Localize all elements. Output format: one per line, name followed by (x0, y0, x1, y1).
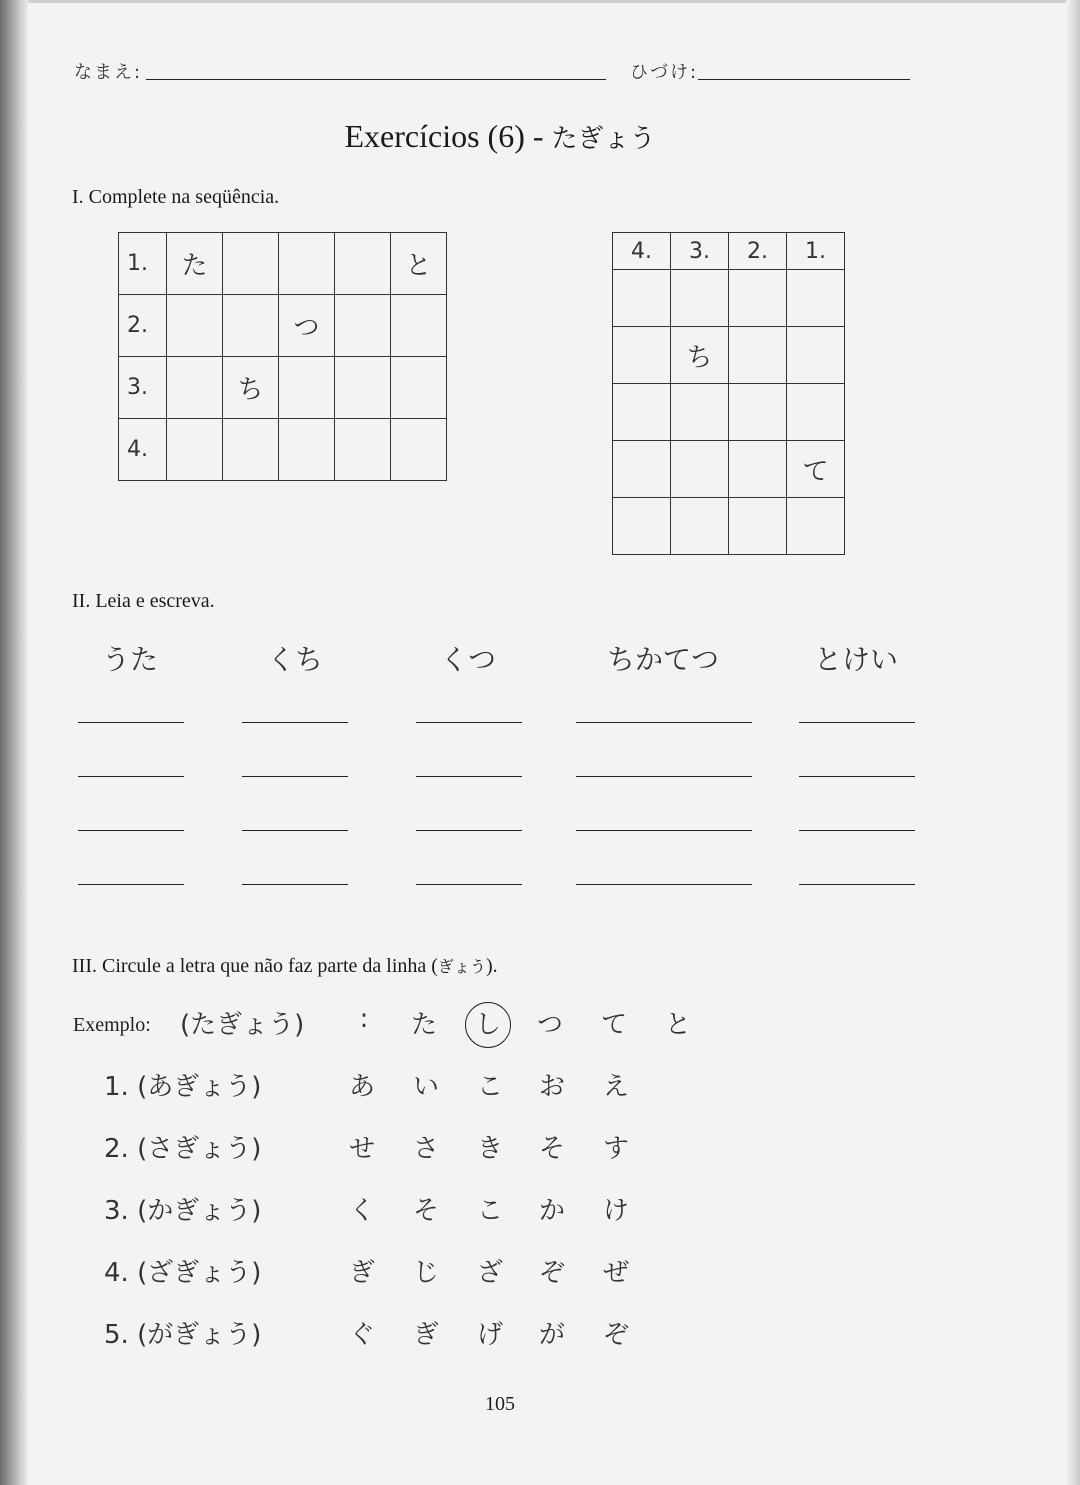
right-grid-column-number: 1. (787, 233, 845, 270)
left-grid-cell[interactable] (279, 419, 335, 481)
date-label: ひづけ: (630, 62, 699, 83)
right-grid-cell[interactable] (787, 327, 845, 384)
kana-option[interactable]: く (348, 1196, 375, 1226)
writing-line[interactable] (576, 830, 752, 831)
exercise-row-label: 1. (あぎょう) (104, 1072, 262, 1102)
kana-option[interactable]: さ (412, 1134, 439, 1164)
kana-option[interactable]: す (602, 1134, 629, 1164)
kana-option[interactable]: え (602, 1072, 629, 1102)
practice-word: ちかてつ (606, 643, 719, 676)
right-grid-row (613, 327, 845, 384)
right-grid-column-number: 2. (729, 233, 787, 270)
right-grid-cell[interactable] (729, 441, 787, 498)
kana-option[interactable]: こ (476, 1196, 503, 1226)
left-grid-cell[interactable] (335, 419, 391, 481)
left-grid-cell[interactable] (391, 357, 447, 419)
left-grid-cell[interactable] (223, 419, 279, 481)
writing-line[interactable] (242, 722, 348, 723)
left-grid-cell[interactable] (167, 419, 223, 481)
right-grid-cell[interactable] (613, 327, 671, 384)
example-row (0, 1004, 1000, 1044)
kana-option[interactable]: ぎ (348, 1258, 375, 1288)
writing-line[interactable] (78, 722, 184, 723)
right-grid-cell[interactable] (613, 384, 671, 441)
kana-option[interactable]: つ (536, 1010, 563, 1040)
date-field-line[interactable] (698, 79, 910, 80)
section-3-heading (72, 954, 498, 978)
left-grid-cell[interactable] (279, 233, 335, 295)
exercise-row-label: 2. (さぎょう) (104, 1134, 262, 1164)
left-grid-cell[interactable] (223, 233, 279, 295)
practice-word: うた (101, 643, 158, 676)
kana-option[interactable]: き (476, 1134, 503, 1164)
left-grid-row-number: 1. (119, 233, 167, 295)
kana-option[interactable]: い (412, 1072, 439, 1102)
kana-option[interactable]: あ (348, 1072, 375, 1102)
answer-circle (465, 1002, 511, 1048)
left-grid-cell[interactable] (335, 295, 391, 357)
writing-line[interactable] (78, 830, 184, 831)
kana-option[interactable]: と (664, 1010, 691, 1040)
exercise-row (0, 1314, 1000, 1354)
right-grid-row (613, 270, 845, 327)
title-kana: たぎょう (551, 124, 656, 154)
writing-line[interactable] (799, 830, 915, 831)
example-row-label: (たぎょう) (180, 1010, 305, 1040)
writing-line[interactable] (78, 776, 184, 777)
kana-option[interactable]: ぞ (538, 1258, 565, 1288)
kana-option[interactable]: げ (476, 1320, 503, 1350)
practice-word: くつ (439, 643, 496, 676)
right-grid-cell[interactable] (729, 327, 787, 384)
right-grid-cell[interactable] (613, 270, 671, 327)
exercise-row (0, 1066, 1000, 1106)
writing-line[interactable] (416, 884, 522, 885)
writing-line[interactable] (576, 776, 752, 777)
right-grid-cell[interactable]: ち (671, 327, 729, 384)
kana-option[interactable]: が (538, 1320, 565, 1350)
left-grid-cell[interactable] (391, 295, 447, 357)
kana-option[interactable]: せ (348, 1134, 375, 1164)
kana-option[interactable]: こ (476, 1072, 503, 1102)
practice-word: とけい (813, 643, 898, 676)
left-grid-cell[interactable] (223, 295, 279, 357)
exercise-row-label: 4. (ざぎょう) (104, 1258, 262, 1288)
kana-option[interactable]: ぎ (412, 1320, 439, 1350)
exercise-row-label: 3. (かぎょう) (104, 1196, 262, 1226)
left-grid-cell[interactable] (167, 295, 223, 357)
left-grid-row (119, 357, 447, 419)
right-grid-header-row (613, 233, 845, 270)
writing-line[interactable] (576, 722, 752, 723)
left-grid-cell[interactable]: と (391, 233, 447, 295)
writing-line[interactable] (799, 722, 915, 723)
right-grid-cell[interactable] (729, 384, 787, 441)
right-grid-row (613, 384, 845, 441)
left-grid-row (119, 419, 447, 481)
name-label: なまえ: (74, 62, 143, 83)
left-grid-row-number: 2. (119, 295, 167, 357)
page-number: 105 (485, 1393, 515, 1415)
right-grid-cell[interactable] (613, 498, 671, 555)
right-grid-cell[interactable] (671, 441, 729, 498)
kana-option[interactable]: か (538, 1196, 565, 1226)
left-grid-cell[interactable] (391, 419, 447, 481)
section-3-heading-pre: III. Circule a letra que não faz parte da linha ( (72, 955, 438, 977)
writing-line[interactable] (416, 830, 522, 831)
section-2-heading: II. Leia e escreva. (72, 590, 215, 612)
right-grid-cell[interactable] (613, 441, 671, 498)
right-grid-cell[interactable] (671, 384, 729, 441)
right-grid-column-number: 4. (613, 233, 671, 270)
writing-line[interactable] (78, 884, 184, 885)
left-kana-grid (118, 232, 447, 481)
right-grid-cell[interactable] (787, 384, 845, 441)
kana-option[interactable]: お (538, 1072, 565, 1102)
kana-option[interactable]: ぐ (348, 1320, 375, 1350)
left-grid-cell[interactable]: た (167, 233, 223, 295)
page-top-edge (28, 0, 1080, 3)
writing-line[interactable] (242, 776, 348, 777)
page-title (0, 118, 1000, 155)
left-grid-cell[interactable] (335, 233, 391, 295)
section-3-heading-kana: ぎょう (437, 957, 486, 976)
writing-line[interactable] (799, 776, 915, 777)
kana-option[interactable]: た (410, 1010, 437, 1040)
kana-option[interactable]: ぜ (602, 1258, 629, 1288)
right-grid-cell[interactable] (787, 270, 845, 327)
right-grid-cell[interactable] (729, 498, 787, 555)
section-3-heading-post: ). (485, 955, 498, 977)
left-grid-row (119, 233, 447, 295)
page-right-edge (1066, 0, 1080, 1485)
kana-option[interactable]: ぞ (602, 1320, 629, 1350)
writing-line[interactable] (576, 884, 752, 885)
right-grid-cell[interactable] (671, 498, 729, 555)
right-grid-column-number: 3. (671, 233, 729, 270)
kana-option[interactable]: て (600, 1010, 627, 1040)
writing-line[interactable] (416, 776, 522, 777)
left-grid-cell[interactable]: ち (223, 357, 279, 419)
writing-line[interactable] (242, 830, 348, 831)
left-grid-row-number: 4. (119, 419, 167, 481)
exercise-row (0, 1190, 1000, 1230)
right-grid-cell[interactable] (787, 498, 845, 555)
right-grid-row (613, 441, 845, 498)
right-grid-cell[interactable] (729, 270, 787, 327)
left-grid-cell[interactable] (335, 357, 391, 419)
exercise-row (0, 1252, 1000, 1292)
right-kana-grid (612, 232, 845, 555)
example-colon: : (359, 1004, 369, 1034)
left-grid-cell[interactable] (279, 357, 335, 419)
name-field-line[interactable] (146, 79, 606, 80)
kana-option[interactable]: じ (412, 1258, 439, 1288)
writing-line[interactable] (416, 722, 522, 723)
writing-line[interactable] (799, 884, 915, 885)
left-grid-cell[interactable] (167, 357, 223, 419)
kana-option[interactable]: け (602, 1196, 629, 1226)
kana-option[interactable]: そ (538, 1134, 565, 1164)
right-grid-cell[interactable] (671, 270, 729, 327)
kana-option[interactable]: ざ (476, 1258, 503, 1288)
practice-word: くち (266, 643, 323, 676)
left-grid-row (119, 295, 447, 357)
exercise-row-label: 5. (がぎょう) (104, 1320, 262, 1350)
left-grid-row-number: 3. (119, 357, 167, 419)
kana-option[interactable]: し (474, 1010, 501, 1040)
kana-option[interactable]: そ (412, 1196, 439, 1226)
section-1-heading: I. Complete na seqüência. (72, 186, 280, 208)
left-grid-cell[interactable]: つ (279, 295, 335, 357)
writing-line[interactable] (242, 884, 348, 885)
example-label: Exemplo: (73, 1014, 151, 1036)
right-grid-cell[interactable]: て (787, 441, 845, 498)
right-grid-row (613, 498, 845, 555)
exercise-row (0, 1128, 1000, 1168)
title-main: Exercícios (6) - (344, 118, 552, 154)
